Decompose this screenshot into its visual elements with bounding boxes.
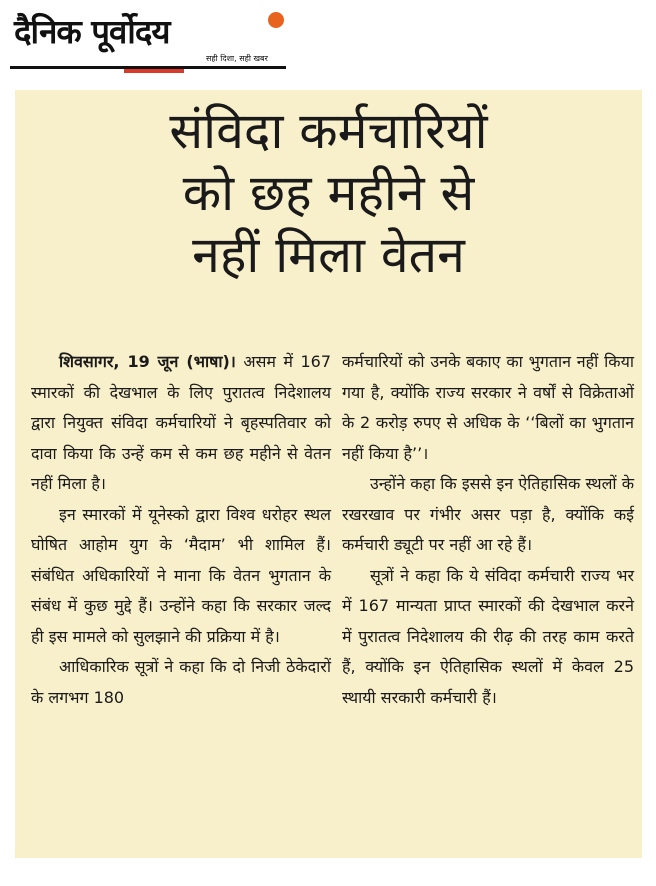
paragraph: इन स्मारकों में यूनेस्को द्वारा विश्व धरोहर स्थल घोषित आहोम युग के ‘मैदाम’ भी शामिल हैं। संबंधित अधिकारियों ने माना कि वेतन भुगतान के संबंध में कुछ मुद्दे हैं। उन्होंने कहा कि सरकार जल्द ही इस मामले को सुलझाने की प्रक्रिया में है। [31,504,331,646]
headline-line: नहीं मिला वेतन [192,226,465,284]
logo-dot-icon [268,12,284,28]
paragraph [31,347,331,500]
article-column-left [31,347,331,713]
masthead [10,6,290,72]
newspaper-logo: दैनिक पूर्वोदय [14,12,170,51]
paragraph-text: असम में 167 स्मारकों की देखभाल के लिए पुरातत्व निदेशालय द्वारा नियुक्त संविदा कर्मचारियों ने बृहस्पतिवार को दावा किया कि उन्हें कम से कम छह महीने से वेतन नहीं मिला है। [31,352,331,493]
news-clipping [15,90,642,858]
headline-line: संविदा कर्मचारियों [169,102,488,160]
article-column-right [342,347,634,713]
dateline: शिवसागर, 19 जून (भाषा)। [59,352,236,371]
paragraph: कर्मचारियों को उनके बकाए का भुगतान नहीं किया गया है, क्योंकि राज्य सरकार ने वर्षों से विक्रेताओं के 2 करोड़ रुपए से अधिक के ‘‘बिलों का भुगतान नहीं किया है’’। [342,352,634,463]
headline [15,100,642,286]
masthead-red-strip [124,69,184,73]
paragraph: सूत्रों ने कहा कि ये संविदा कर्मचारी राज्य भर में 167 मान्यता प्राप्त स्मारकों की देखभाल करने में पुरातत्व निदेशालय की रीढ़ की तरह काम करते हैं, क्योंकि इन ऐतिहासिक स्थलों में केवल 25 स्थायी सरकारी कर्मचारी हैं। [342,565,634,707]
headline-line: को छह महीने से [182,164,475,222]
paragraph: उन्होंने कहा कि इससे इन ऐतिहासिक स्थलों के रखरखाव पर गंभीर असर पड़ा है, क्योंकि कई कर्मचारी ड्यूटी पर नहीं आ रहे हैं। [342,474,634,554]
tagline: सही दिशा, सही खबर [206,54,268,63]
paragraph: आधिकारिक सूत्रों ने कहा कि दो निजी ठेकेदारों के लगभग 180 [31,657,331,707]
